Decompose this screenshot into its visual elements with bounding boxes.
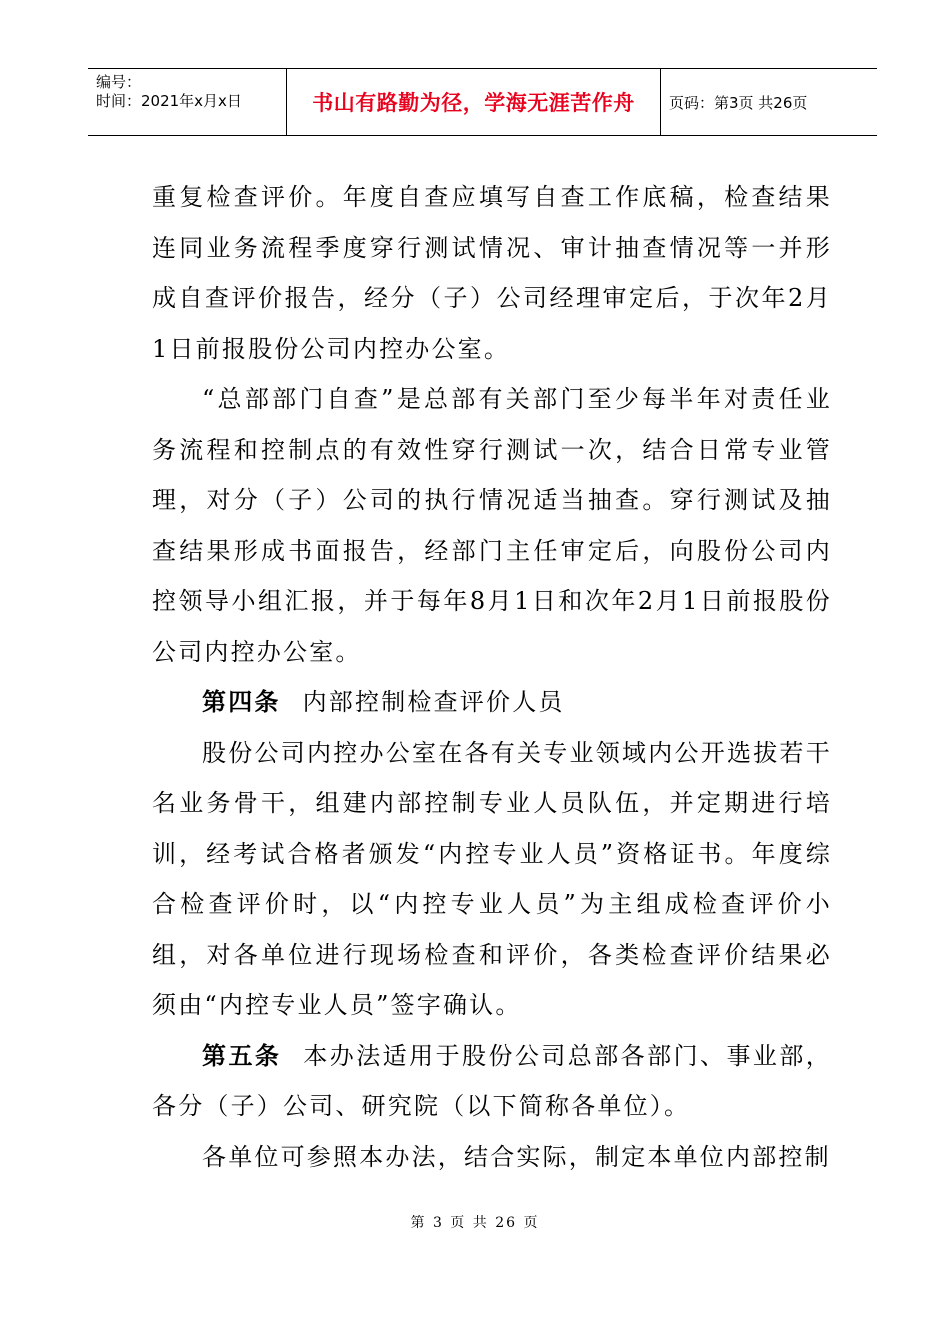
paragraph-4: 各单位可参照本办法，结合实际，制定本单位内部控制 [202,1142,831,1171]
header-page-cell [661,69,877,135]
article-4-label: 第四条 [202,688,281,716]
header-motto-cell [287,69,661,135]
document-header [88,68,877,136]
article-4-title: 内部控制检查评价人员 [302,688,565,716]
paragraph-2: “总部部门自查”是总部有关部门至少每半年对责任业务流程和控制点的有效性穿行测试一次，结合日常专业管理，对分（子）公司的执行情况适当抽查。穿行测试及抽查结果形成书面报告，经部门主任审定后，向股份公司内控领导小组汇报，并于每年8月1日和次年2月1日前报股份公司内控办公室。 [152,385,832,666]
paragraph-1: 重复检查评价。年度自查应填写自查工作底稿，检查结果连同业务流程季度穿行测试情况、审计抽查情况等一并形成自查评价报告，经分（子）公司经理审定后，于次年2月1日前报股份公司内控办公室。 [152,183,832,363]
article-5-label: 第五条 [202,1041,282,1070]
number-label: 编号： [96,73,142,91]
article-5-text: 本办法适用于股份公司总部各部门、事业部，各分（子）公司、研究院（以下简称各单位）。 [152,1041,832,1120]
paragraph-3: 股份公司内控办公室在各有关专业领域内公开选拔若干名业务骨干，组建内部控制专业人员队伍，并定期进行培训，经考试合格者颁发“内控专业人员”资格证书。年度综合检查评价时，以“内控专业人员”为主组成检查评价小组，对各单位进行现场检查和评价，各类检查评价结果必须由“内控专业人员”签字确认。 [152,738,832,1019]
time-label: 时间：2021年x月x日 [96,92,242,110]
motto-text: 书山有路勤为径，学海无涯苦作舟 [312,91,635,115]
page-footer: 第 3 页 共 26 页 [410,1215,540,1231]
header-meta-cell [88,69,287,135]
article-5-paragraph [152,1031,832,1132]
document-body [152,172,832,1182]
article-4-heading [152,677,832,728]
header-page-info: 页码：第3页 共26页 [669,93,808,112]
